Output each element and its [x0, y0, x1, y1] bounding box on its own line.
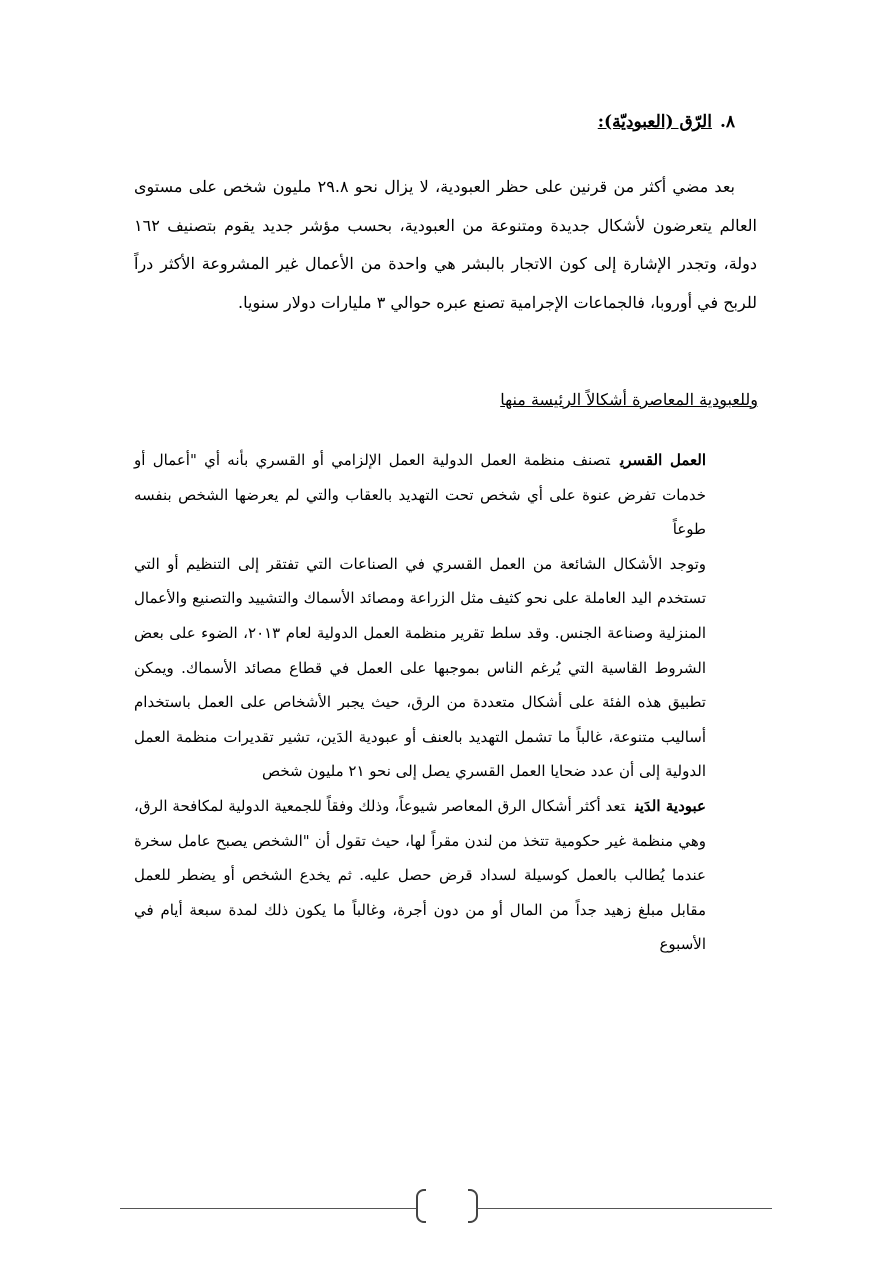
body-text [134, 443, 706, 962]
footer-bracket-close-icon [468, 1189, 478, 1223]
intro-block [134, 168, 757, 322]
forced-labor-definition: تصنف منظمة العمل الدولية العمل الإلزامي أو القسري بأنه أي "أعمال أو خدمات تفرض عنوة على أي شخص تحت التهديد بالعقاب والتي لم يعرضها الشخص بنفسه طوعاً [134, 451, 706, 539]
forced-labor-details: وتوجد الأشكال الشائعة من العمل القسري في الصناعات التي تفتقر إلى التنظيم أو التي تستخدم اليد العاملة على نحو كثيف مثل الزراعة ومصائد الأسماك والتشييد والتصنيع والأعمال المنزلية وصناعة الجنس. وقد سلط تقرير منظمة العمل الدولية لعام ٢٠١٣، الضوء على بعض الشروط القاسية التي يُرغم الناس بموجبها على العمل في قطاع مصائد الأسماك. ويمكن تطبيق هذه الفئة على أشكال متعددة من الرق، حيث يجبر الأشخاص على العمل باستخدام أساليب متنوعة، غالباً ما تشمل التهديد بالعنف أو عبودية الدَين، تشير تقديرات منظمة العمل الدولية إلى أن عدد ضحايا العمل القسري يصل إلى نحو ٢١ مليون شخص [134, 554, 707, 781]
section-heading [598, 112, 735, 132]
footer-rule-right [476, 1208, 772, 1209]
forced-labor-paragraph [134, 443, 706, 547]
debt-bondage-definition: تعد أكثر أشكال الرق المعاصر شيوعاً، وذلك وفقاً للجمعية الدولية لمكافحة الرق، وهي منظمة غير حكومية تتخذ من لندن مقراً لها، حيث تقول أن "الشخص يصبح عامل سخرة عندما يُطالب بالعمل كوسيلة لسداد قرض حصل عليه. ثم يخدع الشخص أو يضطر للعمل مقابل مبلغ زهيد جداً من المال أو من دون أجرة، وغالباً ما يكون ذلك لمدة سبعة أيام في الأسبوع [134, 796, 706, 954]
debt-bondage-paragraph [134, 789, 706, 962]
section-number: ٨. [719, 112, 735, 132]
footer-bracket-open-icon [416, 1189, 426, 1223]
section-title: الرّق (العبوديّة): [597, 112, 712, 132]
debt-bondage-term: عبودية الدَين [635, 796, 706, 815]
forms-subheading: وللعبودية المعاصرة أشكالاً الرئيسة منها [500, 390, 758, 409]
forced-labor-term: العمل القسري [620, 451, 706, 469]
intro-paragraph: بعد مضي أكثر من قرنين على حظر العبودية، لا يزال نحو ٢٩.٨ مليون شخص على مستوى العالم يتعرضون لأشكال جديدة ومتنوعة من العبودية، بحسب مؤشر جديد يقوم بتصنيف ١٦٢ دولة، وتجدر الإشارة إلى كون الاتجار بالبشر هي واحدة من الأعمال غير المشروعة الأكثر دراً للربح في أوروبا، فالجماعات الإجرامية تصنع عبره حوالي ٣ مليارات دولار سنويا. [134, 177, 758, 312]
footer-rule-left [120, 1208, 418, 1209]
